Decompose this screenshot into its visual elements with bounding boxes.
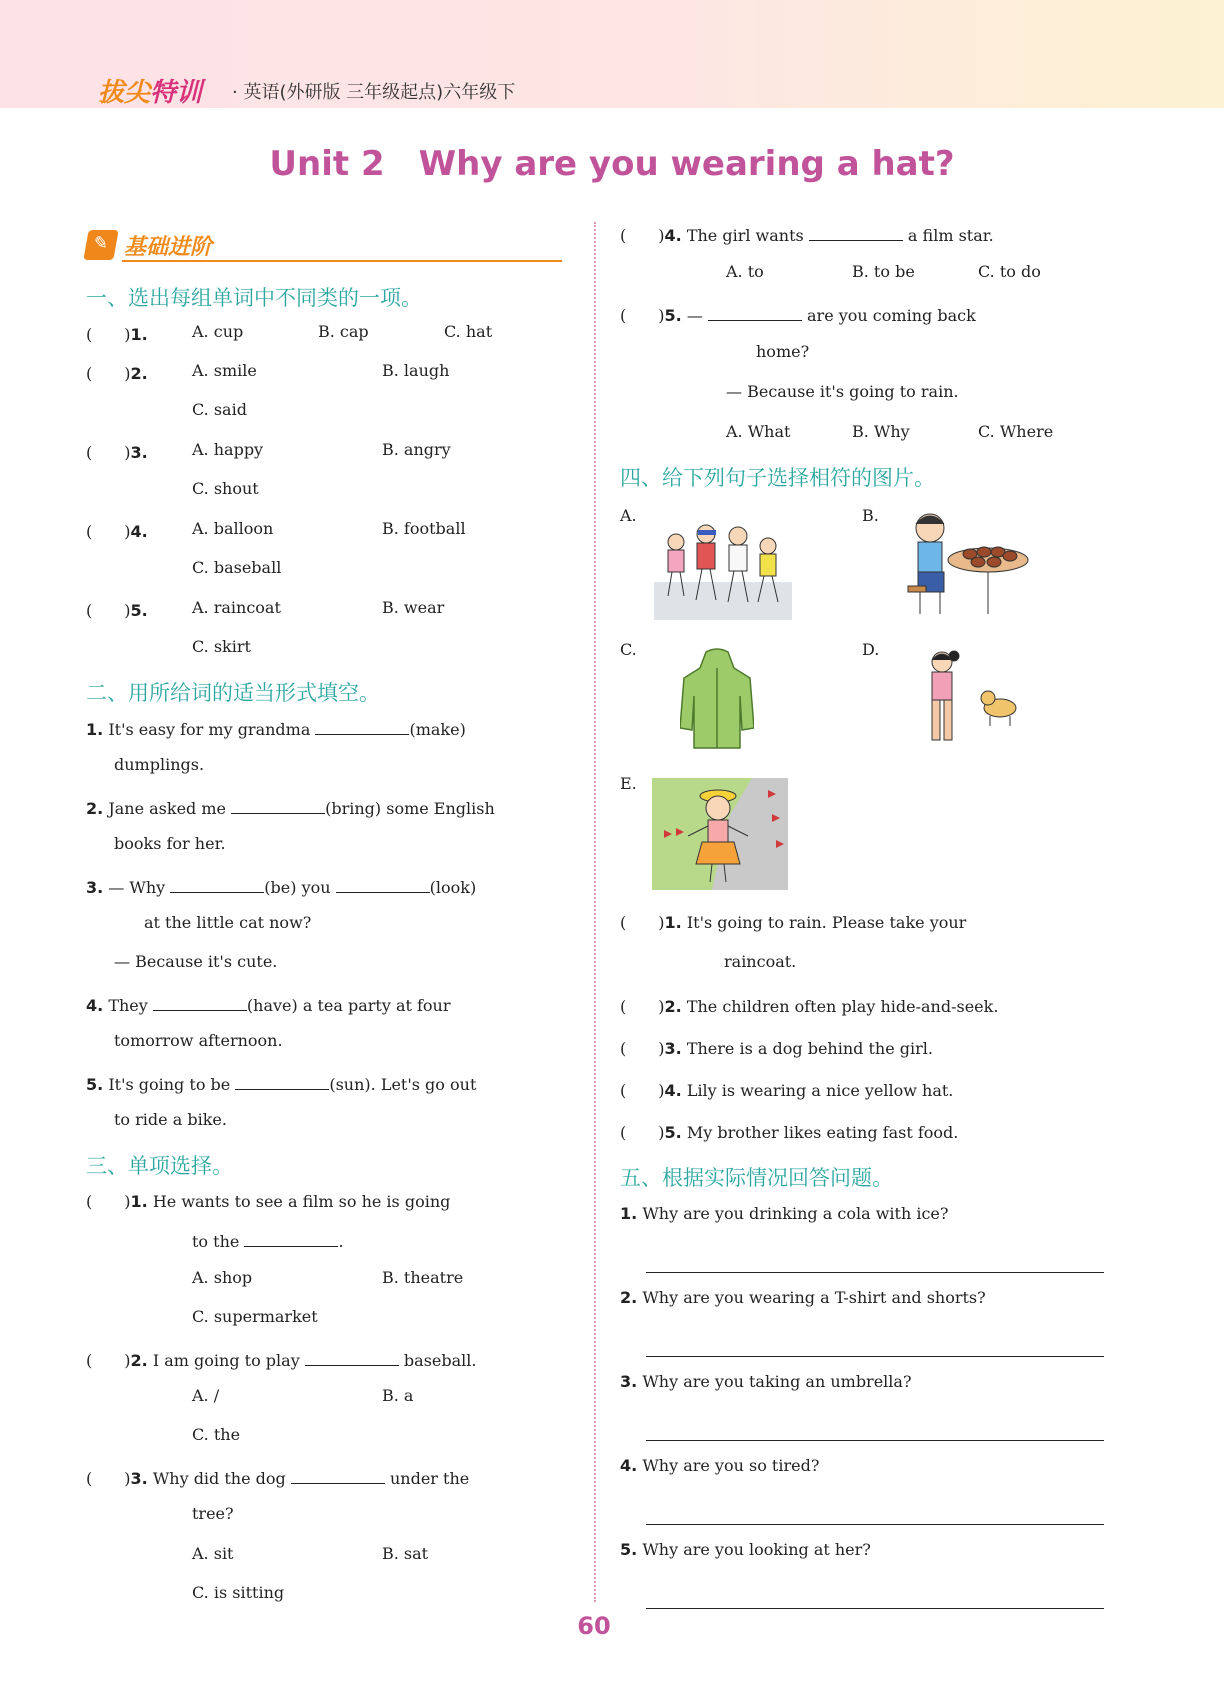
- s3-q1: ( )1. He wants to see a film so he is going: [86, 1192, 451, 1211]
- s1-item-1: ( )1.: [86, 325, 148, 344]
- text-line: tomorrow afternoon.: [114, 1031, 283, 1050]
- option-c: C. is sitting: [192, 1583, 285, 1602]
- option-a: A. happy: [192, 440, 264, 459]
- s5-question-1: 1. Why are you drinking a cola with ice?: [620, 1204, 949, 1223]
- raincoat-picture: [680, 648, 754, 752]
- answer-blank[interactable]: [809, 222, 903, 241]
- answer-blank[interactable]: [244, 1228, 338, 1247]
- option-b: B. football: [382, 519, 466, 538]
- option-c: C. hat: [444, 322, 493, 341]
- option-a: A. smile: [192, 361, 257, 380]
- s1-item-5: ( )5.: [86, 601, 148, 620]
- book-info: · 英语(外研版 三年级起点)六年级下: [232, 82, 516, 103]
- text-line: at the little cat now?: [144, 913, 312, 932]
- s4-item-5: ( )5. My brother likes eating fast food.: [620, 1123, 959, 1142]
- s5-question-3: 3. Why are you taking an umbrella?: [620, 1372, 912, 1391]
- s1-item-4: ( )4.: [86, 522, 148, 541]
- s3-q3: ( )3. Why did the dog under the: [86, 1465, 469, 1489]
- option-c: C. shout: [192, 479, 259, 498]
- s5-question-4: 4. Why are you so tired?: [620, 1456, 820, 1475]
- column-divider: [594, 222, 596, 1602]
- section-banner-title: 基础进阶: [124, 235, 213, 260]
- children-playing-picture: [654, 512, 792, 620]
- option-c: C. supermarket: [192, 1307, 318, 1326]
- answer-blank[interactable]: [235, 1071, 329, 1090]
- section-3-heading: 三、单项选择。: [86, 1154, 233, 1178]
- section-4-heading: 四、给下列句子选择相符的图片。: [620, 466, 935, 490]
- option-a: A. to: [726, 262, 764, 281]
- option-b: B. cap: [318, 322, 369, 341]
- option-b: B. a: [382, 1386, 414, 1405]
- girl-in-yellow-hat-picture: [652, 778, 788, 890]
- pic-label-a: A.: [620, 506, 637, 525]
- s1-item-3: ( )3.: [86, 443, 148, 462]
- page-title: Unit 2 Why are you wearing a hat?: [269, 144, 955, 184]
- answer-line[interactable]: [646, 1440, 1104, 1441]
- option-b: B. theatre: [382, 1268, 464, 1287]
- option-c: C. to do: [978, 262, 1041, 281]
- pic-label-c: C.: [620, 640, 637, 659]
- answer-blank[interactable]: [708, 302, 802, 321]
- answer-blank[interactable]: [231, 795, 325, 814]
- answer-blank[interactable]: [291, 1465, 385, 1484]
- pic-label-b: B.: [862, 506, 879, 525]
- option-b: B. laugh: [382, 361, 450, 380]
- option-c: C. the: [192, 1425, 241, 1444]
- s3-q4: ( )4. The girl wants a film star.: [620, 222, 994, 246]
- text-line: tree?: [192, 1504, 234, 1523]
- answer-blank[interactable]: [153, 992, 247, 1011]
- text-line: raincoat.: [724, 952, 797, 971]
- text-line: books for her.: [114, 834, 226, 853]
- option-c: C. skirt: [192, 637, 251, 656]
- option-b: B. wear: [382, 598, 445, 617]
- text-line: — Because it's going to rain.: [726, 382, 959, 401]
- pic-label-e: E.: [620, 774, 637, 793]
- option-b: B. to be: [852, 262, 915, 281]
- section-2-heading: 二、用所给词的适当形式填空。: [86, 681, 380, 705]
- option-a: A. cup: [192, 322, 244, 341]
- option-a: A. balloon: [192, 519, 274, 538]
- text-line: — Because it's cute.: [114, 952, 278, 971]
- answer-line[interactable]: [646, 1608, 1104, 1609]
- section-5-heading: 五、根据实际情况回答问题。: [620, 1166, 893, 1190]
- boy-with-burgers-picture: [900, 508, 1030, 620]
- option-b: B. sat: [382, 1544, 429, 1563]
- option-b: B. angry: [382, 440, 451, 459]
- option-a: A. sit: [192, 1544, 234, 1563]
- option-a: A. What: [726, 422, 791, 441]
- page-number: 60: [577, 1612, 611, 1640]
- runner-icon: ✎: [83, 230, 118, 260]
- s4-item-4: ( )4. Lily is wearing a nice yellow hat.: [620, 1081, 954, 1100]
- option-a: A. raincoat: [192, 598, 281, 617]
- answer-blank[interactable]: [336, 874, 430, 893]
- text-line: dumplings.: [114, 755, 205, 774]
- s1-item-2: ( )2.: [86, 364, 148, 383]
- option-c: C. said: [192, 400, 247, 419]
- s2-item-4: 4. They (have) a tea party at four: [86, 992, 451, 1015]
- s4-item-3: ( )3. There is a dog behind the girl.: [620, 1039, 933, 1058]
- brand-logo: 拔尖特训: [98, 78, 203, 108]
- option-a: A. shop: [192, 1268, 253, 1287]
- text-line: to ride a bike.: [114, 1110, 227, 1129]
- option-c: C. baseball: [192, 558, 282, 577]
- option-c: C. Where: [978, 422, 1054, 441]
- s2-item-2: 2. Jane asked me (bring) some English: [86, 795, 495, 818]
- s2-item-5: 5. It's going to be (sun). Let's go out: [86, 1071, 476, 1094]
- section-1-heading: 一、选出每组单词中不同类的一项。: [86, 286, 422, 310]
- answer-line[interactable]: [646, 1356, 1104, 1357]
- answer-blank[interactable]: [305, 1347, 399, 1366]
- text-line: home?: [756, 342, 810, 361]
- s5-question-2: 2. Why are you wearing a T-shirt and shorts?: [620, 1288, 986, 1307]
- option-b: B. Why: [852, 422, 910, 441]
- answer-line[interactable]: [646, 1272, 1104, 1273]
- answer-line[interactable]: [646, 1524, 1104, 1525]
- answer-blank[interactable]: [170, 874, 264, 893]
- s3-q5: ( )5. — are you coming back: [620, 302, 976, 326]
- s2-item-3: 3. — Why (be) you (look): [86, 874, 476, 897]
- s4-item-2: ( )2. The children often play hide-and-seek.: [620, 997, 999, 1016]
- answer-blank[interactable]: [315, 716, 409, 735]
- s3-q2: ( )2. I am going to play baseball.: [86, 1347, 476, 1371]
- section-banner: [86, 228, 570, 262]
- s3-q1-cont: to the .: [192, 1228, 344, 1251]
- s4-item-1: ( )1. It's going to rain. Please take your: [620, 913, 967, 932]
- s5-question-5: 5. Why are you looking at her?: [620, 1540, 871, 1559]
- pic-label-d: D.: [862, 640, 880, 659]
- s2-item-1: 1. It's easy for my grandma (make): [86, 716, 466, 739]
- option-a: A. /: [192, 1386, 220, 1405]
- girl-and-dog-picture: [918, 646, 1024, 750]
